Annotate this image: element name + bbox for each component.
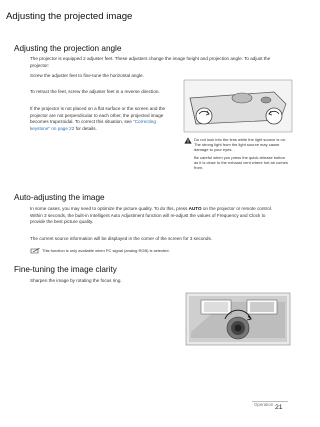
note-icon xyxy=(30,248,40,254)
section-heading-auto-adjust: Auto-adjusting the image xyxy=(14,193,105,202)
note-text: This function is only available when PC signal (analog RGB) is selected. xyxy=(42,248,170,253)
section-heading-projection-angle: Adjusting the projection angle xyxy=(14,44,122,53)
source-info-paragraph: The current source information will be displayed in the corner of the screen for 3 seconds. xyxy=(30,236,213,241)
warning-block xyxy=(184,137,294,170)
focus-ring-illustration xyxy=(185,292,291,346)
warning-quick-release: Be careful when you press the quick-release button as it is close to the exhaust vent where hot air comes from. xyxy=(194,154,288,171)
warning-lens: Do not look into the lens while the light source is on. The strong light from the light source may cause damage to your eyes. xyxy=(194,137,287,153)
auto-adjust-paragraph xyxy=(30,206,276,226)
auto-text-before: In some cases, you may need to optimize the picture quality. To do this, press xyxy=(30,206,189,211)
page-number: 21 xyxy=(275,404,283,411)
keystone-text-after: for details. xyxy=(74,125,97,131)
section-heading-fine-tune: Fine-tuning the image clarity xyxy=(14,265,117,274)
auto-key: AUTO xyxy=(188,206,202,211)
projector-adjuster-illustration xyxy=(182,78,294,134)
step-retract-feet: To retract the feet, screw the adjuster feet in a reverse direction. xyxy=(30,89,160,94)
keystone-text-before: If the projector is not placed on a flat surface or the screen and the projector are not perpendicular to each other, the projected image becomes trapezoidal. To correct this situation, see xyxy=(30,106,166,125)
keystone-paragraph xyxy=(30,106,176,132)
keystone-link[interactable]: "Correcting keystone" on page 22 xyxy=(30,119,156,131)
step-screw-feet: Screw the adjuster feet to fine-tune the horizontal angle. xyxy=(30,73,144,78)
footer-label: Operation xyxy=(254,402,274,407)
intro-paragraph: The projector is equipped 2 adjuster feet. These adjusters change the image height and projection angle. To adjust the projector: xyxy=(30,56,271,68)
page-title: Adjusting the projected image xyxy=(6,11,133,22)
fine-tune-paragraph: Sharpen the image by rotating the focus ring. xyxy=(30,278,122,283)
auto-text-after: on the projector or remote control. Within 3 seconds, the built-in Intelligent Auto Adjustment function will re-adjust the values of Frequency and Clock to provide the best picture quality. xyxy=(30,206,273,225)
